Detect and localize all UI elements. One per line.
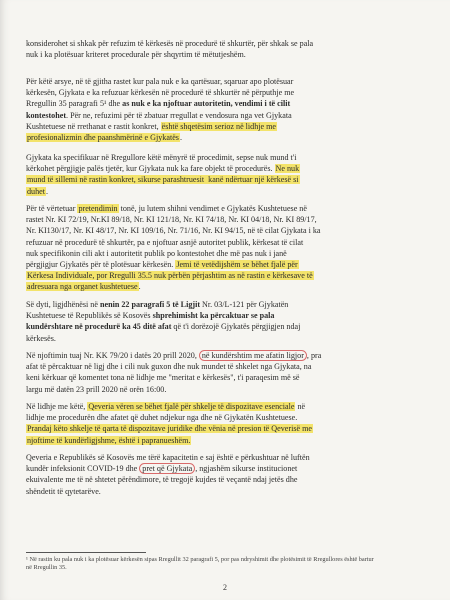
text-run: . — [179, 133, 182, 143]
highlighted-text: kanë ndërtuar një kërkesë si — [208, 175, 299, 185]
paragraph — [26, 152, 426, 197]
text-run: ekuivalente me të në shtetet përëndimore, të tregojë kujdes të veçantë ndaj jetës dhe — [26, 475, 298, 485]
text-line — [26, 38, 426, 49]
text-run: refuzuar në procedurë të shkurtër, pa e njoftuar asnjë autoritet publik, kërkesat të cilat — [26, 237, 304, 247]
text-line — [26, 333, 426, 344]
text-run: Në lidhje me këtë, — [26, 402, 88, 411]
text-run: Së dyti, ligjdhënësi në — [26, 300, 100, 309]
text-run: Në njoftimin tuaj Nr. KK 79/20 i datës 20 prill 2020, — [26, 351, 199, 360]
text-line — [26, 299, 426, 310]
text-line — [26, 152, 426, 163]
footnote-separator — [26, 552, 146, 553]
text-line — [26, 186, 426, 197]
text-run: përgjigjur Gjykatës për të plotësuar kërkesën. — [26, 260, 176, 270]
paragraph — [26, 401, 426, 446]
text-line — [26, 350, 426, 361]
text-line — [26, 248, 426, 259]
footnote-line: në Rregullin 35. — [26, 564, 67, 571]
text-line — [26, 401, 426, 412]
text-line — [26, 132, 426, 143]
highlighted-text: profesionalizmin dhe paanshmërinë e Gjykatës — [27, 133, 179, 143]
text-line — [26, 452, 426, 463]
text-line — [26, 174, 426, 185]
text-run: . Për ne, refuzimi për të zbatuar rregullat e vendosura nga vet Gjykata — [66, 110, 292, 120]
text-line — [26, 214, 426, 225]
text-run: Rregullin 35 paragrafi 5¹ dhe — [26, 99, 123, 109]
text-run: nuk specifikonin cili akt i autoritetit publik po kontestohet dhe më pas nuk i janë — [26, 248, 287, 258]
text-run: kërkohet përgjigje palës tjetër, kur Gjykata nuk ka fare objekt të procedurës. — [26, 164, 275, 174]
text-line — [26, 76, 426, 87]
text-line — [26, 486, 426, 497]
text-line — [26, 361, 426, 372]
text-line — [26, 474, 426, 485]
text-run: shëndetit të qytetarëve. — [26, 486, 101, 496]
text-line — [26, 463, 426, 474]
text-run: kërkesës. — [26, 333, 56, 343]
text-run: Për këtë arsye, në të gjitha rastet kur pala nuk e ka qartësuar, sqaruar apo plotësuar — [26, 77, 294, 86]
paragraph — [26, 203, 426, 293]
text-line — [26, 203, 426, 214]
highlighted-text: duhet — [27, 186, 45, 196]
text-run: shprehimisht ka përcaktuar se pala — [152, 311, 275, 321]
text-run: Gjykata ka specifikuar në Rregullore këtë mënyrë të procedimit, sepse nuk mund t'i — [26, 153, 297, 162]
text-line — [26, 321, 426, 332]
text-run: keni kërkuar që komentet tona në lidhje me "meritat e kërkesës", t'i paraqesim më së — [26, 373, 300, 383]
text-run: Kushtetuese në rrethanat e rastit konkret, — [26, 121, 161, 131]
text-run: . — [45, 186, 49, 196]
text-line — [26, 225, 426, 236]
text-line — [26, 281, 426, 292]
text-line — [26, 435, 426, 446]
text-run: kundër infeksionit COVID-19 dhe — [26, 464, 140, 474]
highlighted-text: njoftime të kundërligjshme, është i papranueshëm. — [27, 435, 191, 445]
text-line — [26, 98, 426, 109]
text-line — [26, 110, 426, 121]
highlighted-text: Ne nuk — [275, 164, 300, 174]
footnote-line: ¹ Në rastin ku pala nuk i ka plotësuar kërkesën sipas Rregullit 32 paragrafi 5, por pas ndryshimit dhe plotësimit të Rregullores është bartur — [26, 556, 374, 563]
circled-text: në kundërshtim me afatin ligjor — [199, 350, 307, 361]
paragraph — [26, 38, 426, 60]
highlighted-text: mund të sillemi në rastin konkret, sikurse parashtruesit — [27, 175, 207, 185]
paragraph — [26, 299, 426, 344]
highlighted-text: Kërkesa Individuale, por Rregulli 35.5 nuk përbën përjashtim as në rastin e kërkesave të — [27, 271, 313, 281]
text-run: rastet Nr. KI 72/19, Nr.KI 89/18, Nr. KI 121/18, Nr. KI 74/18, Nr. KI 04/18, Nr. KI 89/17, — [26, 215, 317, 225]
text-run: afat të përcaktuar në ligj dhe i cili nuk guxon dhe nuk mundet të shkelet nga Gjykata, na — [26, 362, 312, 372]
text-run: kontestohet — [26, 110, 67, 120]
highlighted-text: Prandaj këto shkelje të qarta të dispozitave juridike dhe vënia në presion të Qeverisë me — [27, 424, 312, 434]
text-line — [26, 49, 426, 60]
text-run: , ngjashëm sikurse institucionet — [195, 464, 298, 474]
text-run: nuk i ka plotësuar kriteret procedurale për shqyrtim të mëtutjeshëm. — [26, 50, 246, 60]
text-run: as nuk e ka njoftuar autoritetin, vendimi i të cilit — [122, 99, 291, 109]
circled-text: pret që Gjykata — [139, 463, 195, 474]
text-run: Nr. 03/L-121 për Gjykatën — [200, 300, 289, 309]
text-run: në — [295, 402, 306, 411]
highlighted-text: Jemi të vetëdijshëm se bëhet fjalë për — [176, 260, 298, 270]
text-line — [26, 412, 426, 423]
text-run: kundërshtare në procedurë ka 45 ditë afat — [26, 322, 172, 332]
text-line — [26, 259, 426, 270]
text-run: Kushtetuese të Republikës së Kosovës — [26, 311, 153, 321]
text-run: Qeveria e Republikës së Kosovës me tërë kapacitetin e saj është e përkushtuar në luftën — [26, 453, 310, 462]
highlighted-text: pretendimin — [78, 204, 118, 213]
text-line — [26, 270, 426, 281]
highlighted-text: adresuara nga organet kushtetuese — [27, 282, 138, 292]
text-run: nenin 22 paragrafi 5 të Ligjit — [99, 300, 201, 309]
text-run: kërkesën, Gjykata e ka refuzuar kërkesën në procedurë të shkurtër në përputhje me — [26, 88, 295, 98]
text-line — [26, 237, 426, 248]
paragraph — [26, 452, 426, 497]
text-line — [26, 423, 426, 434]
text-line — [26, 372, 426, 383]
text-line — [26, 163, 426, 174]
footnote — [26, 556, 426, 572]
text-run: tonë, ju lutem shihni vendimet e Gjykatës Kushtetuese në — [118, 204, 307, 213]
highlighted-text: Qeveria vëren se bëhet fjalë për shkelje të dispozitave esenciale — [88, 402, 295, 411]
paragraph — [26, 76, 426, 143]
text-run: që t'i dorëzojë Gjykatës përgjigjen ndaj — [171, 322, 301, 332]
paragraph — [26, 350, 426, 395]
text-run: largu më datën 23 prill 2020 në orën 16:00. — [26, 384, 167, 394]
text-line — [26, 121, 426, 132]
text-run: lidhje me procedurën dhe afatet që duhet ndjekur nga dhe në Gjykatën Kushtetuese. — [26, 413, 298, 423]
page-number: 2 — [223, 583, 227, 592]
text-line — [26, 310, 426, 321]
text-line — [26, 384, 426, 395]
text-run: konsiderohet si shkak për refuzim të kërkesës në procedurë të shkurtër, për shkak se pala — [26, 39, 314, 48]
text-run: Për të vërtetuar — [26, 204, 78, 213]
highlighted-text: është shqetësim serioz në lidhje me — [161, 121, 277, 131]
text-run: , pra — [306, 351, 322, 360]
text-line — [26, 87, 426, 98]
text-run: Nr. KI130/17, Nr. KI 48/17, Nr. KI 109/16, Nr. 71/16, Nr. KI 94/15, në të cilat Gjykata i ka — [26, 226, 321, 236]
text-run: . — [138, 282, 141, 292]
